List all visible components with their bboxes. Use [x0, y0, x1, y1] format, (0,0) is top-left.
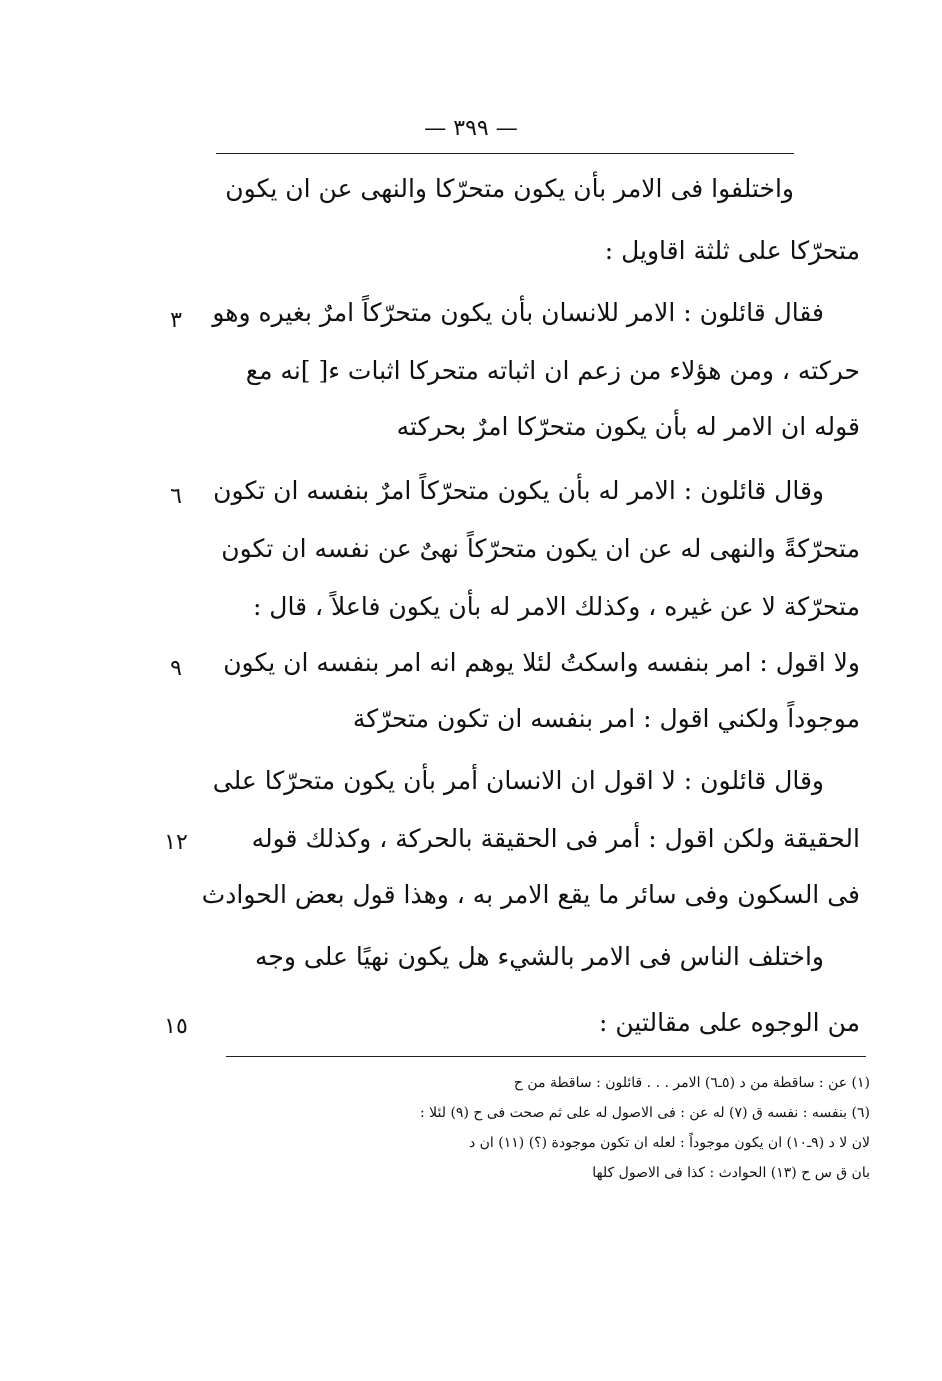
- text-line: الحقيقة ولكن اقول : أمر فى الحقيقة بالحركة ، وكذلك قوله: [251, 824, 860, 853]
- page-number: — ٣٩٩ —: [424, 116, 518, 141]
- line-number: ٦: [170, 484, 182, 509]
- footnote-line: (١) عن : ساقطة من د (٥ـ٦) الامر . . . قائلون : ساقطة من ح: [513, 1075, 870, 1091]
- text-line: قوله ان الامر له بأن يكون متحرّكا امرٌ بحركته: [396, 412, 860, 441]
- text-line: متحرّكة لا عن غيره ، وكذلك الامر له بأن يكون فاعلاً ، قال :: [252, 592, 860, 621]
- text-line: ولا اقول : امر بنفسه واسكتُ لئلا يوهم انه امر بنفسه ان يكون: [223, 648, 860, 677]
- text-line: وقال قائلون : الامر له بأن يكون متحرّكاً امرٌ بنفسه ان تكون: [213, 476, 824, 505]
- line-number: ٣: [170, 308, 182, 333]
- line-number: ٩: [170, 656, 182, 681]
- text-line: حركته ، ومن هؤلاء من زعم ان اثباته متحركا اثبات ء[ ]نه مع: [245, 356, 860, 385]
- line-number: ١٢: [164, 830, 188, 855]
- footnote-rule: [226, 1056, 866, 1057]
- text-line: واختلفوا فى الامر بأن يكون متحرّكا والنهى عن ان يكون: [225, 174, 794, 203]
- footnote-line: لان لا د (٩ـ١٠) ان يكون موجوداً : لعله ان تكون موجودة (؟) (١١) ان د: [468, 1135, 870, 1151]
- text-line: متحرّكا على ثلثة اقاويل :: [604, 236, 860, 265]
- footnote-line: بان ق س ح (١٣) الحوادث : كذا فى الاصول كلها: [592, 1165, 870, 1181]
- footnote-line: (٦) بنفسه : نفسه ق (٧) له عن : فى الاصول له على ثم صحت فى ح (٩) لئلا :: [419, 1105, 870, 1121]
- text-line: فى السكون وفى سائر ما يقع الامر به ، وهذا قول بعض الحوادث: [201, 880, 860, 909]
- text-line: واختلف الناس فى الامر بالشيء هل يكون نهيًا على وجه: [255, 942, 824, 971]
- text-line: وقال قائلون : لا اقول ان الانسان أمر بأن يكون متحرّكا على: [212, 766, 824, 795]
- text-line: موجوداً ولكني اقول : امر بنفسه ان تكون متحرّكة: [352, 704, 860, 733]
- header-rule: [216, 153, 794, 154]
- line-number: ١٥: [164, 1014, 188, 1039]
- text-line: متحرّكةً والنهى له عن ان يكون متحرّكاً نهىٌ عن نفسه ان تكون: [221, 534, 860, 563]
- text-line: من الوجوه على مقالتين :: [599, 1008, 860, 1037]
- text-line: فقال قائلون : الامر للانسان بأن يكون متحرّكاً امرٌ بغيره وهو: [212, 298, 824, 327]
